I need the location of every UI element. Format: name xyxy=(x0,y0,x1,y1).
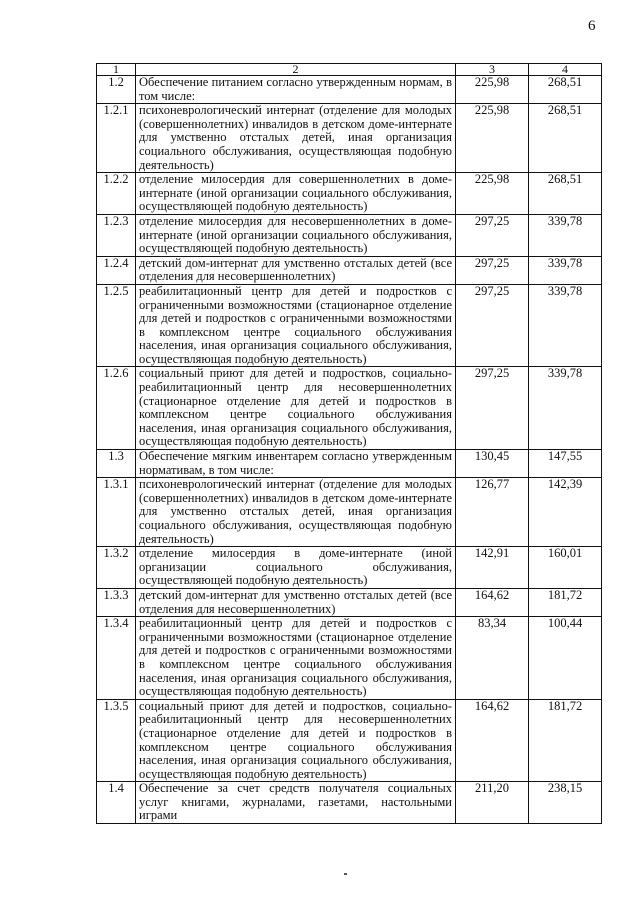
row-number-cell: 1.3.1 xyxy=(97,478,136,547)
row-value-col3-cell: 142,91 xyxy=(456,547,529,589)
row-value-col4-cell: 268,51 xyxy=(529,76,602,104)
row-value-col3-cell: 225,98 xyxy=(456,104,529,173)
row-value-col3-cell: 225,98 xyxy=(456,76,529,104)
header-cell-2: 2 xyxy=(136,64,456,76)
row-value-col3-cell: 164,62 xyxy=(456,588,529,616)
row-value-col3-cell: 211,20 xyxy=(456,782,529,824)
row-description-cell: психоневрологический интернат (отделение для молодых (совершеннолетних) инвалидов в детском доме-интернате для умственно отсталых детей, иная организация социального обслуживания, осуществляющая подобную деятельность) xyxy=(136,104,456,173)
tariff-table xyxy=(96,63,602,824)
row-value-col4-cell: 181,72 xyxy=(529,588,602,616)
row-value-col4-cell: 268,51 xyxy=(529,173,602,215)
row-description-cell: детский дом-интернат для умственно отсталых детей (все отделения для несовершеннолетних) xyxy=(136,256,456,284)
row-number-cell: 1.2.6 xyxy=(97,367,136,450)
table-row xyxy=(97,367,602,450)
row-number-cell: 1.3 xyxy=(97,450,136,478)
row-value-col3-cell: 297,25 xyxy=(456,256,529,284)
row-value-col4-cell: 339,78 xyxy=(529,284,602,367)
row-value-col4-cell: 339,78 xyxy=(529,214,602,256)
table-row xyxy=(97,782,602,824)
row-description-cell: реабилитационный центр для детей и подростков с ограниченными возможностями (стационарное отделение для детей и подростков с ограниченными возможностями в комплексном центре социального обслуживания населения, иная организация социального обслуживания, осуществляющая подобную деятельность) xyxy=(136,617,456,700)
header-cell-4: 4 xyxy=(529,64,602,76)
row-description-cell: реабилитационный центр для детей и подростков с ограниченными возможностями (стационарное отделение для детей и подростков с ограниченными возможностями в комплексном центре социального обслуживания населения, иная организация социального обслуживания, осуществляющая подобную деятельность) xyxy=(136,284,456,367)
row-value-col4-cell: 147,55 xyxy=(529,450,602,478)
table-row xyxy=(97,104,602,173)
row-description-cell: социальный приют для детей и подростков, социально-реабилитационный центр для несовершеннолетних (стационарное отделение для детей и подростков в комплексном центре социального обслуживания населения, иная организация социального обслуживания, осуществляющая подобную деятельность) xyxy=(136,699,456,782)
row-description-cell: Обеспечение мягким инвентарем согласно утвержденным нормативам, в том числе: xyxy=(136,450,456,478)
row-value-col4-cell: 181,72 xyxy=(529,699,602,782)
row-value-col4-cell: 238,15 xyxy=(529,782,602,824)
row-number-cell: 1.2.3 xyxy=(97,214,136,256)
row-number-cell: 1.2 xyxy=(97,76,136,104)
row-value-col3-cell: 126,77 xyxy=(456,478,529,547)
page-number: 6 xyxy=(588,18,596,34)
row-value-col4-cell: 160,01 xyxy=(529,547,602,589)
row-number-cell: 1.3.5 xyxy=(97,699,136,782)
table-row xyxy=(97,478,602,547)
row-description-cell: социальный приют для детей и подростков, социально-реабилитационный центр для несовершеннолетних (стационарное отделение для детей и подростков в комплексном центре социального обслуживания населения, иная организация социального обслуживания, осуществляющая подобную деятельность) xyxy=(136,367,456,450)
table-row xyxy=(97,76,602,104)
table-row xyxy=(97,256,602,284)
table-row xyxy=(97,699,602,782)
row-value-col4-cell: 268,51 xyxy=(529,104,602,173)
row-value-col4-cell: 339,78 xyxy=(529,256,602,284)
table-row xyxy=(97,617,602,700)
table-body xyxy=(97,64,602,824)
row-value-col3-cell: 297,25 xyxy=(456,214,529,256)
row-value-col4-cell: 339,78 xyxy=(529,367,602,450)
table-row xyxy=(97,588,602,616)
row-description-cell: отделение милосердия для совершеннолетних в доме-интернате (иной организации социального обслуживания, осуществляющей подобную деятельность) xyxy=(136,173,456,215)
table-row xyxy=(97,284,602,367)
row-value-col4-cell: 142,39 xyxy=(529,478,602,547)
row-number-cell: 1.3.3 xyxy=(97,588,136,616)
row-description-cell: отделение милосердия для несовершеннолетних в доме-интернате (иной организации социального обслуживания, осуществляющей подобную деятельность) xyxy=(136,214,456,256)
header-cell-1: 1 xyxy=(97,64,136,76)
row-number-cell: 1.3.4 xyxy=(97,617,136,700)
row-description-cell: детский дом-интернат для умственно отсталых детей (все отделения для несовершеннолетних) xyxy=(136,588,456,616)
row-value-col3-cell: 83,34 xyxy=(456,617,529,700)
table-header-row xyxy=(97,64,602,76)
table-row xyxy=(97,173,602,215)
row-description-cell: психоневрологический интернат (отделение для молодых (совершеннолетних) инвалидов в детском доме-интернате для умственно отсталых детей, иная организация социального обслуживания, осуществляющая подобную деятельность) xyxy=(136,478,456,547)
row-number-cell: 1.2.1 xyxy=(97,104,136,173)
row-description-cell: Обеспечение за счет средств получателя социальных услуг книгами, журналами, газетами, настольными играми xyxy=(136,782,456,824)
header-cell-3: 3 xyxy=(456,64,529,76)
row-description-cell: отделение милосердия в доме-интернате (иной организации социального обслуживания, осуществляющей подобную деятельность) xyxy=(136,547,456,589)
table-row xyxy=(97,214,602,256)
row-value-col3-cell: 297,25 xyxy=(456,284,529,367)
row-number-cell: 1.2.2 xyxy=(97,173,136,215)
table-row xyxy=(97,547,602,589)
row-value-col3-cell: 164,62 xyxy=(456,699,529,782)
row-value-col3-cell: 225,98 xyxy=(456,173,529,215)
row-number-cell: 1.3.2 xyxy=(97,547,136,589)
row-number-cell: 1.2.5 xyxy=(97,284,136,367)
row-value-col3-cell: 297,25 xyxy=(456,367,529,450)
scan-mark xyxy=(344,873,347,875)
row-value-col3-cell: 130,45 xyxy=(456,450,529,478)
row-value-col4-cell: 100,44 xyxy=(529,617,602,700)
row-number-cell: 1.4 xyxy=(97,782,136,824)
row-number-cell: 1.2.4 xyxy=(97,256,136,284)
row-description-cell: Обеспечение питанием согласно утвержденным нормам, в том числе: xyxy=(136,76,456,104)
table-row xyxy=(97,450,602,478)
